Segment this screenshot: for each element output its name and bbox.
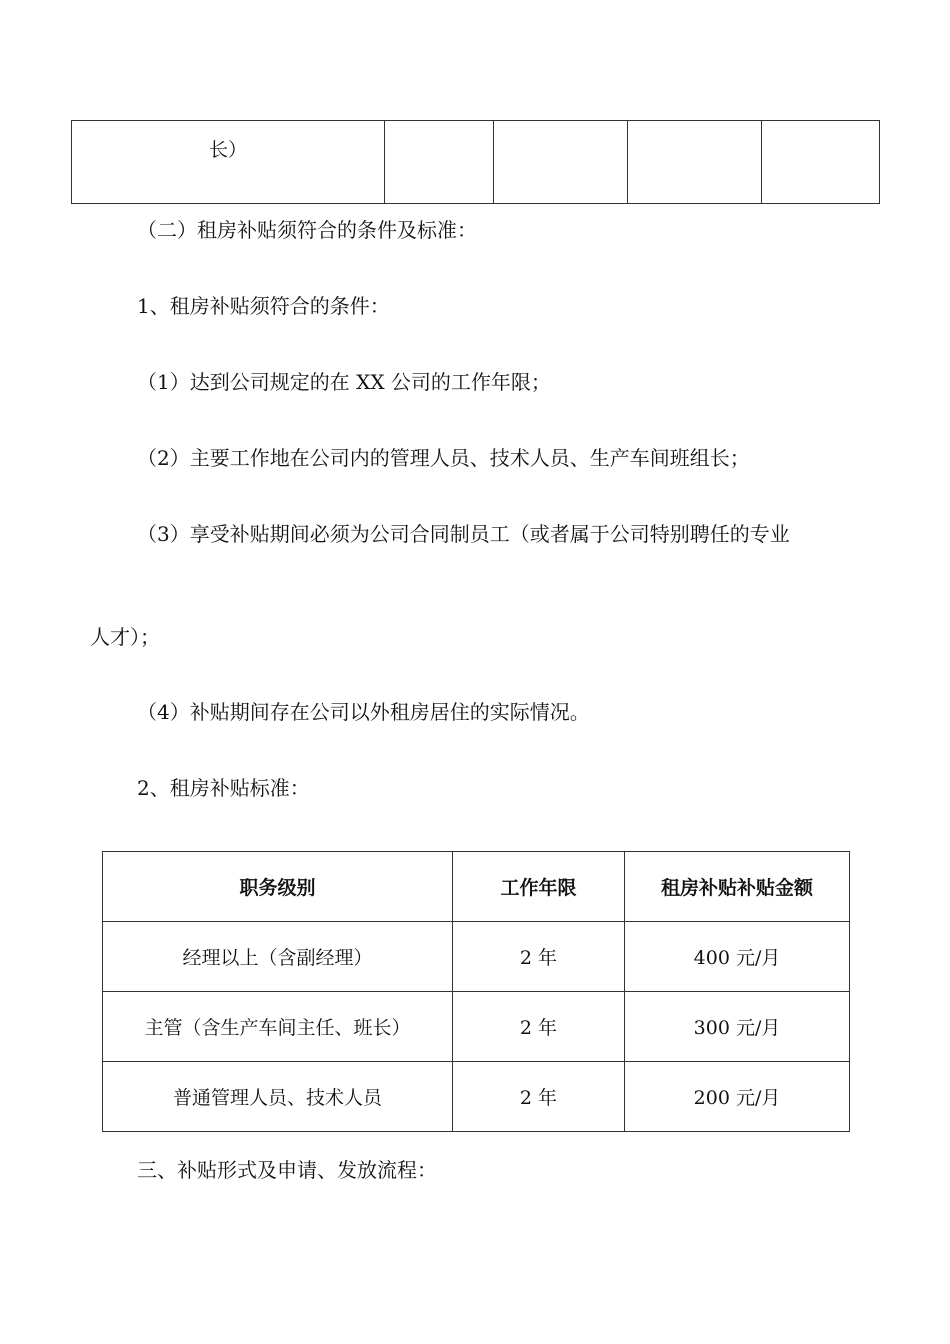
table-cell: 主管（含生产车间主任、班长）: [103, 992, 453, 1062]
table-header-row: [103, 852, 850, 922]
table-cell: 2 年: [453, 992, 625, 1062]
table-row: [72, 121, 880, 204]
table-cell: 经理以上（含副经理）: [103, 922, 453, 992]
table-row: [103, 992, 850, 1062]
column-header-position-level: 职务级别: [103, 852, 453, 922]
table-cell: [494, 121, 628, 204]
continued-table: [71, 120, 880, 204]
column-header-subsidy-amount: 租房补贴补贴金额: [625, 852, 850, 922]
table-row: [103, 1062, 850, 1132]
condition-item-2: （2）主要工作地在公司内的管理人员、技术人员、生产车间班组长；: [137, 446, 750, 470]
subsidy-standards-table: [102, 851, 850, 1132]
table-cell: 长）: [72, 121, 385, 204]
table-cell: [628, 121, 762, 204]
section-heading-rent-subsidy: （二）租房补贴须符合的条件及标准：: [137, 218, 477, 242]
standards-heading: 2、租房补贴标准：: [137, 776, 310, 800]
table-cell: [385, 121, 494, 204]
table-cell: 200 元/月: [625, 1062, 850, 1132]
table-cell: 2 年: [453, 1062, 625, 1132]
table-cell: 400 元/月: [625, 922, 850, 992]
column-header-work-years: 工作年限: [453, 852, 625, 922]
table-cell: 2 年: [453, 922, 625, 992]
condition-item-4: （4）补贴期间存在公司以外租房居住的实际情况。: [137, 700, 590, 724]
table-cell: 普通管理人员、技术人员: [103, 1062, 453, 1132]
table-cell: [762, 121, 880, 204]
conditions-heading: 1、租房补贴须符合的条件：: [137, 294, 390, 318]
condition-item-3-line-1: （3）享受补贴期间必须为公司合同制员工（或者属于公司特别聘任的专业: [137, 522, 790, 546]
condition-item-1: （1）达到公司规定的在 XX 公司的工作年限；: [137, 370, 551, 394]
table-row: [103, 922, 850, 992]
condition-item-3-line-2: 人才）；: [90, 625, 160, 649]
section-heading-process: 三、补贴形式及申请、发放流程：: [137, 1158, 437, 1182]
table-cell: 300 元/月: [625, 992, 850, 1062]
